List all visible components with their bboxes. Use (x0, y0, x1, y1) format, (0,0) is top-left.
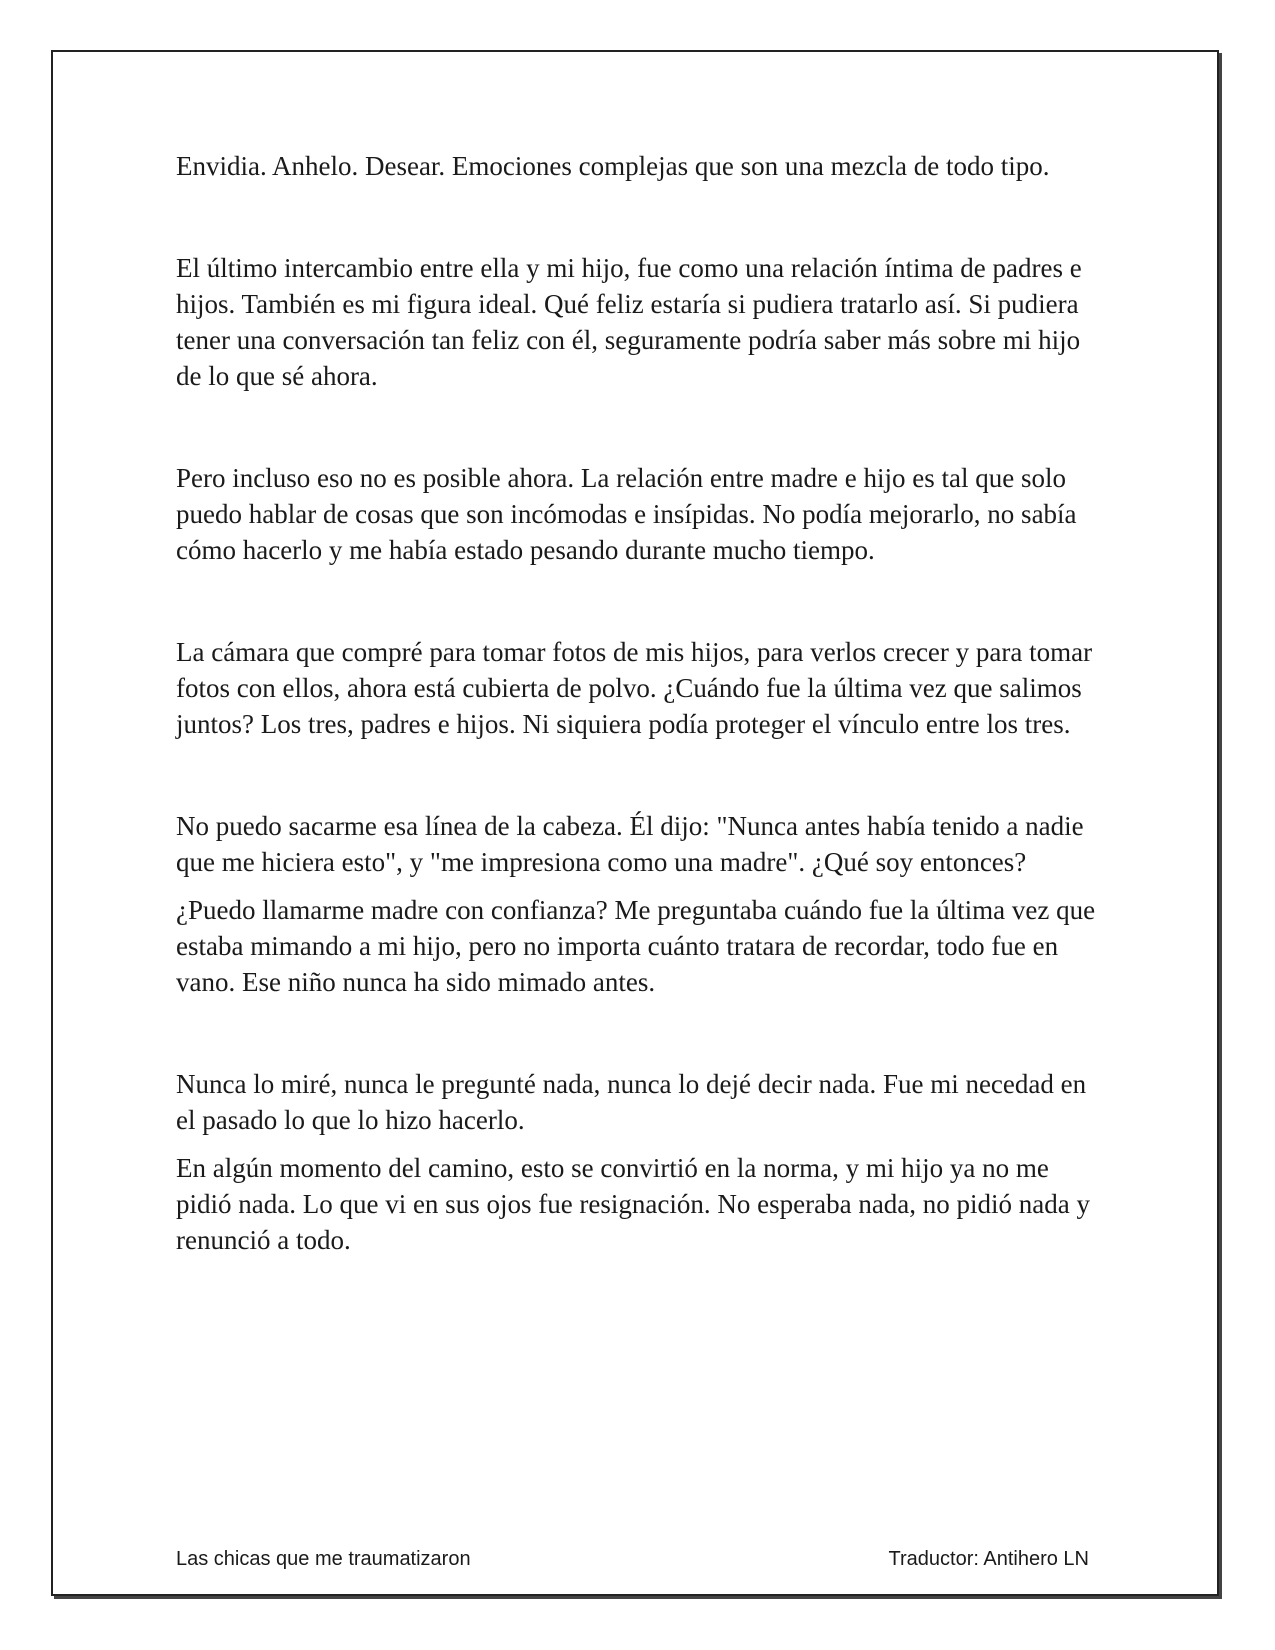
paragraph: No puedo sacarme esa línea de la cabeza. Él dijo: "Nunca antes había tenido a nadie que me hiciera esto", y "me impresiona como una madre". ¿Qué soy entonces? (176, 811, 1084, 877)
paragraph: Nunca lo miré, nunca le pregunté nada, nunca lo dejé decir nada. Fue mi necedad en el pasado lo que lo hizo hacerlo. (176, 1069, 1087, 1135)
document-body (176, 148, 1096, 1258)
footer-book-title: Las chicas que me traumatizaron (176, 1548, 471, 1570)
paragraph: Pero incluso eso no es posible ahora. La relación entre madre e hijo es tal que solo puedo hablar de cosas que son incómodas e insípidas. No podía mejorarlo, no sabía cómo hacerlo y me había estado pesando durante mucho tiempo. (176, 463, 1077, 565)
paragraph: Envidia. Anhelo. Desear. Emociones complejas que son una mezcla de todo tipo. (176, 151, 1050, 181)
paragraph: En algún momento del camino, esto se convirtió en la norma, y mi hijo ya no me pidió nada. Lo que vi en sus ojos fue resignación. No esperaba nada, no pidió nada y renunció a todo. (176, 1153, 1091, 1255)
paragraph: ¿Puedo llamarme madre con confianza? Me preguntaba cuándo fue la última vez que estaba mimando a mi hijo, pero no importa cuánto tratara de recordar, todo fue en vano. Ese niño nunca ha sido mimado antes. (176, 895, 1096, 997)
footer-translator: Traductor: Antihero LN (888, 1548, 1089, 1570)
paragraph: El último intercambio entre ella y mi hijo, fue como una relación íntima de padres e hijos. También es mi figura ideal. Qué feliz estaría si pudiera tratarlo así. Si pudiera tener una conversación tan feliz con él, seguramente podría saber más sobre mi hijo de lo que sé ahora. (176, 253, 1082, 391)
paragraph: La cámara que compré para tomar fotos de mis hijos, para verlos crecer y para tomar fotos con ellos, ahora está cubierta de polvo. ¿Cuándo fue la última vez que salimos juntos? Los tres, padres e hijos. Ni siquiera podía proteger el vínculo entre los tres. (176, 637, 1093, 739)
